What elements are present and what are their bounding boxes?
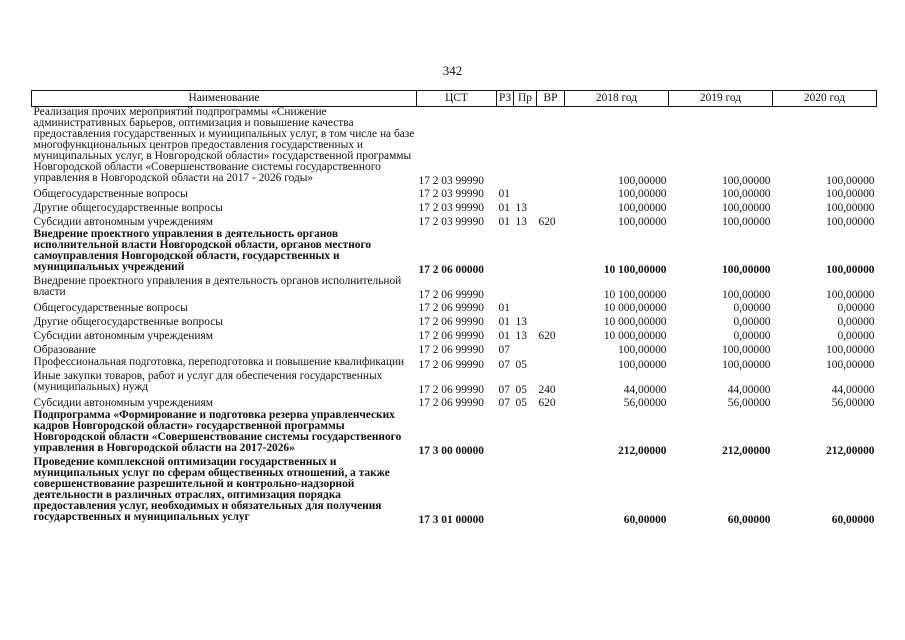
table-row (32, 187, 877, 201)
cell-pr: 13 (515, 201, 527, 214)
cell-y2020: 100,00000 (826, 359, 875, 371)
cell-y2019: 100,00000 (722, 343, 771, 356)
cell-y2019: 100,00000 (722, 215, 771, 228)
cell-name: Субсидии автономным учреждениям (33, 329, 213, 342)
cell-cst: 17 2 06 99990 (418, 343, 484, 356)
cell-name: Внедрение проектного управления в деятельность органов исполнительной власти Новгородской области, органов местного самоуправления Новгородской области, государственных и муниципальных учреждений (33, 228, 372, 273)
cell-pr (514, 107, 537, 188)
header-vr: ВР (537, 91, 565, 107)
cell-pr (514, 187, 537, 201)
cell-name: Иные закупки товаров, работ и услуг для обеспечения государственных (муниципальных) нужд (33, 370, 383, 393)
cell-rz (497, 229, 514, 276)
cell-rz: 01 (498, 329, 510, 342)
cell-y2019: 212,00000 (722, 445, 771, 457)
table-row (32, 201, 877, 215)
table-row (32, 343, 877, 357)
cell-cst: 17 2 06 99990 (418, 384, 484, 396)
table-row (32, 276, 877, 301)
cell-pr (514, 457, 537, 526)
table-row (32, 410, 877, 457)
cell-y2018: 100,00000 (618, 215, 667, 228)
cell-y2019: 0,00000 (733, 301, 771, 314)
cell-y2019: 44,00000 (727, 384, 771, 396)
cell-vr (537, 410, 565, 457)
cell-name: Образование (33, 343, 96, 356)
cell-y2019: 100,00000 (722, 359, 771, 371)
cell-y2020: 0,00000 (837, 315, 875, 328)
cell-y2020: 100,00000 (826, 215, 875, 228)
cell-y2018: 10 100,00000 (603, 264, 667, 276)
cell-cst: 17 2 03 99990 (418, 215, 484, 228)
header-pr: Пр (514, 91, 537, 107)
cell-y2019: 56,00000 (727, 396, 771, 409)
cell-rz: 01 (498, 215, 510, 228)
cell-y2018: 212,00000 (618, 445, 667, 457)
cell-name: Субсидии автономным учреждениям (33, 215, 213, 228)
cell-name: Профессиональная подготовка, переподготовка и повышение квалификации (33, 356, 405, 368)
cell-y2018: 100,00000 (618, 175, 667, 187)
header-rz: РЗ (497, 91, 514, 107)
cell-rz: 07 (498, 343, 510, 356)
cell-y2020: 100,00000 (826, 187, 875, 200)
cell-name: Субсидии автономным учреждениям (33, 396, 213, 409)
cell-rz: 01 (498, 187, 510, 200)
cell-name: Общегосударственные вопросы (33, 301, 188, 314)
cell-y2019: 100,00000 (722, 289, 771, 301)
cell-cst: 17 2 06 00000 (418, 264, 484, 276)
cell-y2020: 56,00000 (831, 396, 875, 409)
cell-y2018: 44,00000 (623, 384, 667, 396)
cell-y2020: 44,00000 (831, 384, 875, 396)
cell-cst: 17 2 06 99990 (418, 315, 484, 328)
cell-y2018: 10 000,00000 (603, 329, 667, 342)
table-row (32, 329, 877, 343)
cell-cst: 17 2 06 99990 (418, 329, 484, 342)
cell-y2019: 100,00000 (722, 175, 771, 187)
cell-cst: 17 2 06 99990 (418, 289, 484, 301)
cell-vr (537, 343, 565, 357)
cell-vr: 620 (538, 396, 556, 409)
cell-y2018: 100,00000 (618, 359, 667, 371)
cell-y2018: 10 100,00000 (603, 289, 667, 301)
cell-pr (514, 410, 537, 457)
table-header (32, 91, 877, 107)
cell-cst: 17 2 03 99990 (418, 201, 484, 214)
cell-pr (514, 276, 537, 301)
cell-rz (497, 107, 514, 188)
cell-vr (537, 229, 565, 276)
cell-y2020: 212,00000 (826, 445, 875, 457)
cell-pr: 05 (515, 359, 527, 371)
cell-vr (537, 301, 565, 315)
header-2019: 2019 год (669, 91, 773, 107)
cell-y2020: 0,00000 (837, 301, 875, 314)
cell-y2020: 60,00000 (831, 514, 875, 526)
cell-y2018: 60,00000 (623, 514, 667, 526)
table-row (32, 357, 877, 371)
table-row (32, 215, 877, 229)
table-row (32, 396, 877, 410)
cell-y2019: 0,00000 (733, 315, 771, 328)
cell-rz: 01 (498, 301, 510, 314)
cell-name: Проведение комплексной оптимизации государственных и муниципальных услуг по сферам общественных отношений, а также совершенствование разрешительной и контрольно-надзорной деятельности в различных отраслях, оптимизация порядка предоставления услуг, необходимых и обязательных для получения государственных и муниципальных услуг (33, 456, 390, 523)
cell-pr: 13 (515, 329, 527, 342)
cell-cst: 17 3 00 00000 (418, 445, 484, 457)
cell-name: Внедрение проектного управления в деятельность органов исполнительной власти (33, 275, 402, 298)
cell-cst: 17 2 06 99990 (418, 396, 484, 409)
table-row (32, 301, 877, 315)
header-2018: 2018 год (565, 91, 669, 107)
cell-y2020: 100,00000 (826, 201, 875, 214)
cell-pr (514, 229, 537, 276)
cell-pr: 13 (515, 215, 527, 228)
cell-y2018: 10 000,00000 (603, 315, 667, 328)
page-number: 342 (442, 63, 463, 78)
cell-vr (537, 107, 565, 188)
table-body (32, 107, 877, 527)
cell-vr: 620 (538, 215, 556, 228)
cell-y2018: 100,00000 (618, 343, 667, 356)
cell-y2018: 10 000,00000 (603, 301, 667, 314)
cell-vr (537, 201, 565, 215)
table-row (32, 457, 877, 526)
cell-vr (537, 457, 565, 526)
cell-y2018: 100,00000 (618, 201, 667, 214)
cell-vr (537, 357, 565, 371)
header-2020: 2020 год (773, 91, 877, 107)
cell-rz (497, 457, 514, 526)
cell-y2020: 100,00000 (826, 343, 875, 356)
cell-pr: 13 (515, 315, 527, 328)
cell-vr: 620 (538, 329, 556, 342)
cell-y2020: 100,00000 (826, 289, 875, 301)
cell-rz: 01 (498, 201, 510, 214)
cell-rz (497, 410, 514, 457)
cell-rz (497, 276, 514, 301)
cell-rz: 07 (498, 359, 510, 371)
cell-y2020: 0,00000 (837, 329, 875, 342)
table-row (32, 107, 877, 188)
table-row (32, 229, 877, 276)
cell-vr (537, 276, 565, 301)
cell-name: Реализация прочих мероприятий подпрограммы «Снижение административных барьеров, оптимизация и повышение качества предоставления государственных и муниципальных услуг, в том числе на базе многофункциональных центров предоставления государственных и муниципальных услуг, в Новгородской области» государственной программы Новгородской области «Совершенствование системы государственного управления в Новгородской области на 2017 - 2026 годы» (33, 106, 415, 184)
table-row (32, 315, 877, 329)
cell-name: Другие общегосударственные вопросы (33, 201, 223, 214)
budget-table (31, 90, 877, 526)
cell-cst: 17 3 01 00000 (418, 514, 484, 526)
cell-y2019: 100,00000 (722, 264, 771, 276)
cell-cst: 17 2 03 99990 (418, 187, 484, 200)
cell-y2018: 100,00000 (618, 187, 667, 200)
cell-vr (537, 187, 565, 201)
cell-vr: 240 (538, 384, 556, 396)
cell-name: Другие общегосударственные вопросы (33, 315, 223, 328)
cell-y2020: 100,00000 (826, 175, 875, 187)
cell-rz: 07 (498, 384, 510, 396)
cell-pr: 05 (515, 396, 527, 409)
cell-y2020: 100,00000 (826, 264, 875, 276)
cell-vr (537, 315, 565, 329)
header-name: Наименование (32, 91, 417, 107)
cell-cst: 17 2 03 99990 (418, 175, 484, 187)
cell-rz: 01 (498, 315, 510, 328)
cell-rz: 07 (498, 396, 510, 409)
cell-y2019: 100,00000 (722, 187, 771, 200)
cell-pr (514, 301, 537, 315)
table-row (32, 371, 877, 396)
cell-pr (514, 343, 537, 357)
cell-cst: 17 2 06 99990 (418, 359, 484, 371)
cell-y2019: 100,00000 (722, 201, 771, 214)
cell-name: Общегосударственные вопросы (33, 187, 188, 200)
cell-y2019: 0,00000 (733, 329, 771, 342)
cell-pr: 05 (515, 384, 527, 396)
cell-cst: 17 2 06 99990 (418, 301, 484, 314)
cell-y2019: 60,00000 (727, 514, 771, 526)
cell-y2018: 56,00000 (623, 396, 667, 409)
header-cst: ЦСТ (417, 91, 497, 107)
cell-name: Подпрограмма «Формирование и подготовка резерва управленческих кадров Новгородской области» государственной программы Новгородской области «Совершенствование системы государственного управления в Новгородской области на 2017-2026» (33, 409, 402, 454)
